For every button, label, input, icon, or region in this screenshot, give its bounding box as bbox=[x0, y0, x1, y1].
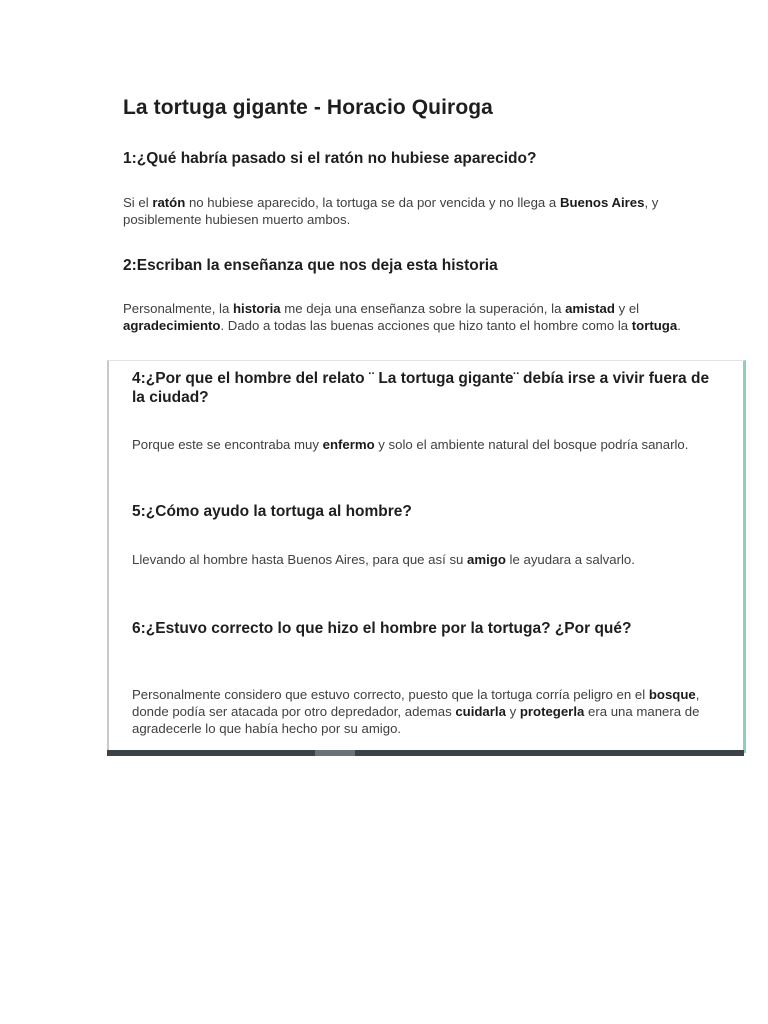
question-2: 2:Escriban la enseñanza que nos deja esta historia bbox=[123, 257, 498, 274]
page-title: La tortuga gigante - Horacio Quiroga bbox=[123, 96, 493, 119]
answer-1: Si el ratón no hubiese aparecido, la tortuga se da por vencida y no llega a Buenos Aires, y posiblemente hubiesen muerto ambos. bbox=[123, 195, 659, 227]
answer-2: Personalmente, la historia me deja una enseñanza sobre la superación, la amistad y el agradecimiento. Dado a todas las buenas acciones que hizo tanto el hombre como la tortuga. bbox=[123, 301, 681, 333]
upper-text-section bbox=[0, 0, 768, 360]
panel-bottom-bar bbox=[107, 750, 744, 756]
question-4: 4:¿Por que el hombre del relato ¨ La tortuga gigante¨ debía irse a vivir fuera de la ciudad? bbox=[132, 370, 710, 406]
answer-5: Llevando al hombre hasta Buenos Aires, para que así su amigo le ayudara a salvarlo. bbox=[132, 552, 635, 567]
answer-4: Porque este se encontraba muy enfermo y solo el ambiente natural del bosque podría sanarlo. bbox=[132, 437, 689, 452]
question-5: 5:¿Cómo ayudo la tortuga al hombre? bbox=[132, 503, 412, 520]
embedded-screenshot-panel bbox=[107, 360, 746, 753]
question-1: 1:¿Qué habría pasado si el ratón no hubiese aparecido? bbox=[123, 150, 537, 167]
scroll-indicator bbox=[315, 750, 355, 756]
question-6: 6:¿Estuvo correcto lo que hizo el hombre por la tortuga? ¿Por qué? bbox=[132, 620, 632, 637]
answer-6: Personalmente considero que estuvo correcto, puesto que la tortuga corría peligro en el bosque, donde podía ser atacada por otro depredador, ademas cuidarla y protegerla era una manera de agradecerle lo que había hecho por su amigo. bbox=[132, 687, 700, 736]
